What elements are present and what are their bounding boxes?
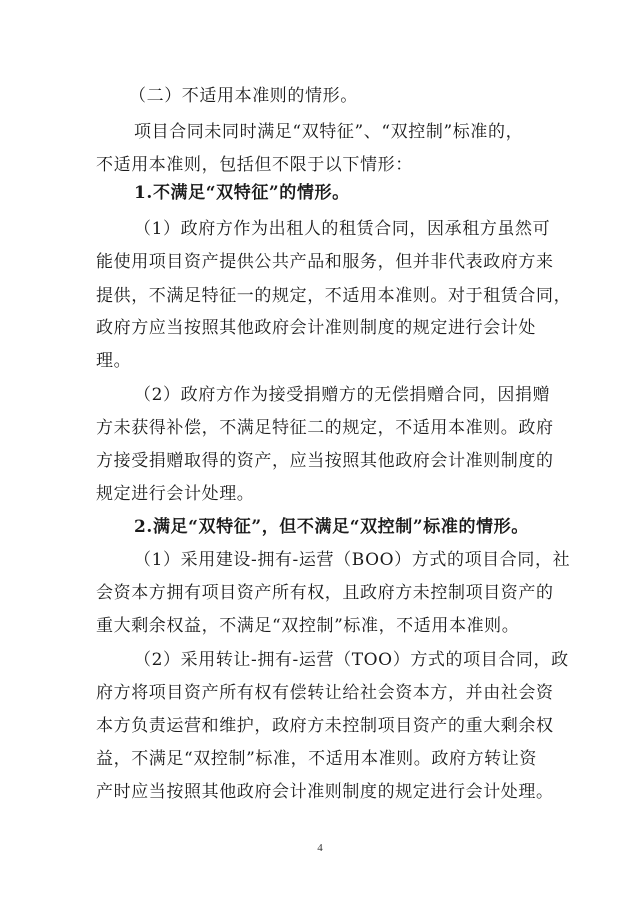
item2-para1-line-3: 重大剩余权益，不满足“双控制”标准，不适用本准则。: [96, 616, 520, 636]
item2-heading: 2.满足“双特征”，但不满足“双控制”标准的情形。: [134, 517, 529, 537]
item2-para1-line-2: 会资本方拥有项目资产所有权，且政府方未控制项目资产的: [96, 583, 554, 603]
page-number: 4: [317, 842, 323, 854]
section-heading: （二）不适用本准则的情形。: [129, 86, 358, 106]
item1-heading: 1.不满足“双特征”的情形。: [134, 183, 350, 203]
item2-para2-line-5: 产时应当按照其他政府会计准则制度的规定进行会计处理。: [96, 782, 554, 802]
item1-para2-line-3: 方接受捐赠取得的资产，应当按照其他政府会计准则制度的: [96, 451, 554, 471]
item1-para1-line-1: （1）政府方作为出租人的租赁合同，因承租方虽然可: [134, 219, 551, 239]
item1-para2-line-2: 方未获得补偿，不满足特征二的规定，不适用本准则。政府: [96, 418, 554, 438]
item1-para1-line-5: 理。: [96, 351, 132, 371]
item1-para1-line-2: 能使用项目资产提供公共产品和服务，但并非代表政府方来: [96, 252, 554, 272]
item1-para1-line-4: 政府方应当按照其他政府会计准则制度的规定进行会计处: [96, 318, 536, 338]
item2-para2-line-1: （2）采用转让-拥有-运营（TOO）方式的项目合同，政: [134, 650, 569, 670]
item2-para1-line-1: （1）采用建设-拥有-运营（BOO）方式的项目合同，社: [134, 550, 571, 570]
item2-para2-line-2: 府方将项目资产所有权有偿转让给社会资本方，并由社会资: [96, 683, 554, 703]
intro-line-1: 项目合同未同时满足“双特征”、“双控制”标准的，: [134, 122, 524, 142]
item1-para2-line-1: （2）政府方作为接受捐赠方的无偿捐赠合同，因捐赠: [134, 385, 551, 405]
item2-para2-line-3: 本方负责运营和维护，政府方未控制项目资产的重大剩余权: [96, 716, 554, 736]
intro-line-2: 不适用本准则，包括但不限于以下情形：: [96, 155, 413, 175]
item1-para2-line-4: 规定进行会计处理。: [96, 484, 255, 504]
item1-para1-line-3: 提供，不满足特征一的规定，不适用本准则。对于租赁合同，: [96, 286, 572, 306]
item2-para2-line-4: 益，不满足“双控制”标准，不适用本准则。政府方转让资: [96, 749, 537, 769]
